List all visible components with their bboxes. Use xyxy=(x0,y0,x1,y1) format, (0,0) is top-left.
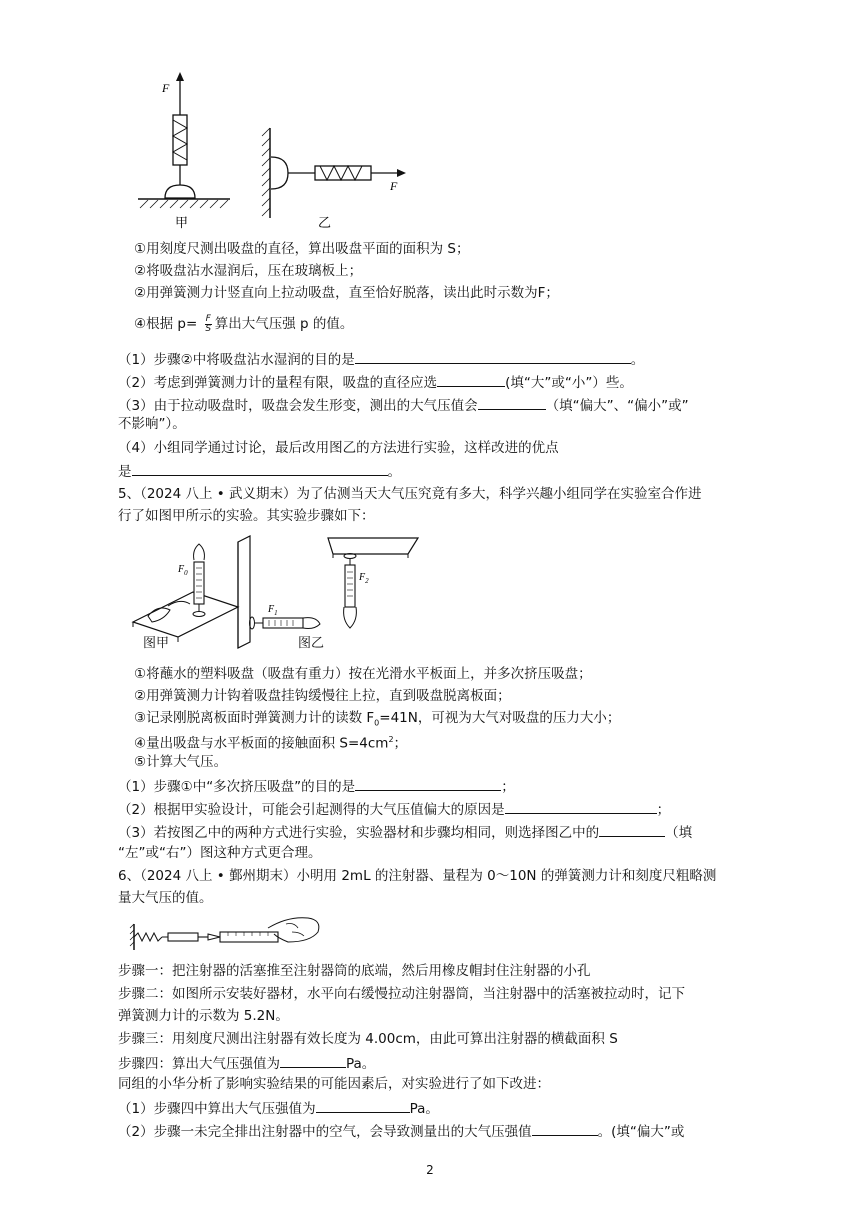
q6-question-1: （1）步骤四中算出大气压强值为 Pa。 xyxy=(118,1097,439,1119)
q5-step-2: ②用弹簧测力计钩着吸盘挂钩缓慢往上拉，直到吸盘脱离板面； xyxy=(134,688,511,704)
q5-question-3: （3）若按图乙中的两种方式进行实验，实验器材和步骤均相同，则选择图乙中的 （填 xyxy=(118,821,692,843)
force-label-f2: $F_2$ xyxy=(359,572,369,585)
q4-question-2: （2）考虑到弹簧测力计的量程有限，吸盘的直径应选 (填“大”或“小”）些。 xyxy=(118,371,633,393)
answer-blank[interactable] xyxy=(599,821,665,837)
q6-intro-2: 量大气压的值。 xyxy=(118,890,213,906)
q4-step-1: ①用刻度尺测出吸盘的直径，算出吸盘平面的面积为 S； xyxy=(134,241,470,257)
answer-blank[interactable] xyxy=(532,1120,598,1136)
q4-question-3-cont: 不影响”）。 xyxy=(118,416,186,432)
q5-step-5: ⑤计算大气压。 xyxy=(134,754,228,770)
figure-label-jia: 甲 xyxy=(175,216,189,230)
q5-question-1: （1）步骤①中“多次挤压吸盘”的目的是 ； xyxy=(118,775,515,797)
q4-step-3: ②用弹簧测力计竖直向上拉动吸盘，直至恰好脱落，读出此时示数为F； xyxy=(134,285,559,301)
answer-blank[interactable] xyxy=(355,348,631,364)
q6-step-4: 步骤四：算出大气压强值为 Pa。 xyxy=(118,1052,375,1074)
figure-caption-yi: 图乙 xyxy=(298,636,325,651)
q6-step-2: 步骤二：如图所示安装好器材，水平向右缓慢拉动注射器筒，当注射器中的活塞被拉动时，记下 xyxy=(118,986,685,1002)
pressure-formula-fraction: $\frac{F}{S}$ xyxy=(205,313,212,334)
q5-intro-2: 行了如图甲所示的实验。其实验步骤如下： xyxy=(118,508,375,524)
q5-step-4: ④量出吸盘与水平板面的接触面积 $S=4cm^2$； xyxy=(134,735,408,752)
figure-suction-cup-spring-scale xyxy=(130,70,420,230)
force-label-f0: $F_0$ xyxy=(178,564,188,577)
force-label-jia: F xyxy=(162,81,170,95)
q5-intro-1: 5、（2024 八上 • 武义期末）为了估测当天大气压究竟有多大，科学兴趣小组同学在实验室合作进 xyxy=(118,486,702,502)
q4-question-3: （3）由于拉动吸盘时，吸盘会发生形变，测出的大气压值会 （填“偏大”、“偏小”或” xyxy=(118,394,689,416)
figure-label-yi: 乙 xyxy=(318,216,332,230)
answer-blank[interactable] xyxy=(316,1097,410,1113)
q6-intro-1: 6、（2024 八上 • 鄞州期末）小明用 2mL 的注射器、量程为 0～10N 的弹簧测力计和刻度尺粗略测 xyxy=(118,868,717,884)
q5-step-3: ③记录刚脱离板面时弹簧测力计的读数 $F_0=41N$，可视为大气对吸盘的压力大小； xyxy=(134,710,621,728)
page-number: 2 xyxy=(426,1163,434,1177)
q6-step-1: 步骤一：把注射器的活塞推至注射器筒的底端，然后用橡皮帽封住注射器的小孔 xyxy=(118,963,591,979)
answer-blank[interactable] xyxy=(355,775,501,791)
force-label-yi: F xyxy=(390,179,398,193)
answer-blank[interactable] xyxy=(437,371,505,387)
q6-question-2: （2）步骤一未完全排出注射器中的空气，会导致测量出的大气压强值 。(填“偏大”或 xyxy=(118,1120,684,1142)
q5-question-2: （2）根据甲实验设计，可能会引起测得的大气压值偏大的原因是 ； xyxy=(118,798,670,820)
force-label-f1: $F_1$ xyxy=(268,604,278,617)
q4-question-4: （4）小组同学通过讨论，最后改用图乙的方法进行实验，这样改进的优点 xyxy=(118,440,559,456)
figure-syringe-setup xyxy=(128,910,328,956)
q4-step-4: ④根据 p= $\frac{F}{S}$ 算出大气压强 p 的值。 xyxy=(134,313,354,334)
q4-question-4-cont: 是 。 xyxy=(118,460,401,482)
figure-caption-jia: 图甲 xyxy=(143,636,170,651)
q4-step-2: ②将吸盘沾水湿润后，压在玻璃板上； xyxy=(134,263,363,279)
q6-step-2-cont: 弹簧测力计的示数为 5.2N。 xyxy=(118,1008,289,1024)
q5-question-3-cont: “左”或“右”）图这种方式更合理。 xyxy=(118,845,322,861)
answer-blank[interactable] xyxy=(505,798,657,814)
q5-step-1: ①将蘸水的塑料吸盘（吸盘有重力）按在光滑水平板面上，并多次挤压吸盘； xyxy=(134,666,592,682)
q4-question-1: （1）步骤②中将吸盘沾水湿润的目的是 。 xyxy=(118,348,644,370)
answer-blank[interactable] xyxy=(132,460,388,476)
answer-blank[interactable] xyxy=(478,394,546,410)
figure-suction-cup-experiments xyxy=(128,532,428,657)
q6-step-3: 步骤三：用刻度尺测出注射器有效长度为 4.00cm，由此可算出注射器的横截面积 S xyxy=(118,1031,618,1047)
q6-step-5: 同组的小华分析了影响实验结果的可能因素后，对实验进行了如下改进： xyxy=(118,1076,550,1092)
answer-blank[interactable] xyxy=(280,1052,346,1068)
